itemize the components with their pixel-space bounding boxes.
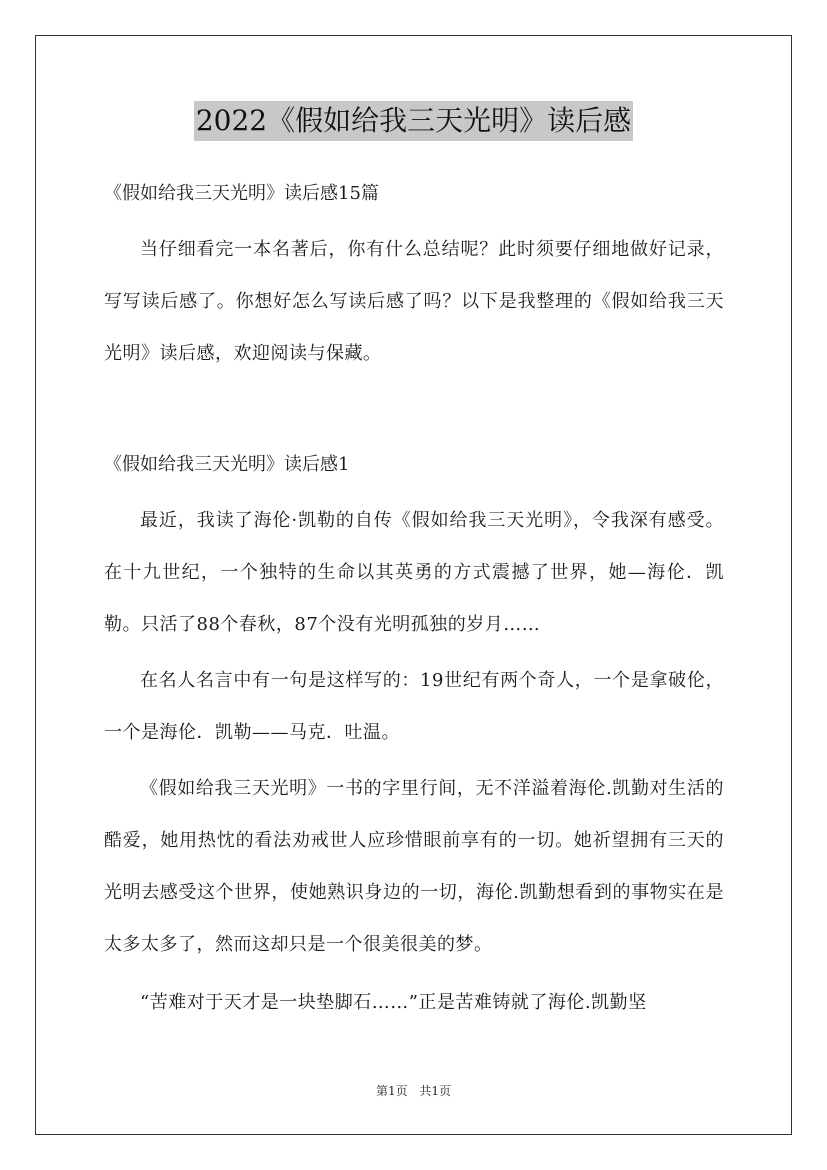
page-total: 共1页 xyxy=(419,1084,452,1098)
section-heading: 《假如给我三天光明》读后感1 xyxy=(104,454,350,475)
page-number: 第1页 xyxy=(375,1084,408,1098)
title-container xyxy=(0,101,827,141)
page-footer xyxy=(0,1083,827,1099)
body-paragraph-3: 《假如给我三天光明》一书的字里行间，无不洋溢着海伦.凯勤对生活的酷爱，她用热忱的看法劝戒世人应珍惜眼前享有的一切。她祈望拥有三天的光明去感受这个世界，使她熟识身边的一切，海伦.凯勤想看到的事物实在是太多太多了，然而这却只是一个很美很美的梦。 xyxy=(104,778,724,955)
document-title: 2022《假如给我三天光明》读后感 xyxy=(194,101,633,141)
body-paragraph-4: “苦难对于天才是一块垫脚石……”正是苦难铸就了海伦.凯勤坚 xyxy=(140,992,647,1013)
body-paragraph-1: 最近，我读了海伦·凯勒的自传《假如给我三天光明》，令我深有感受。在十九世纪，一个独特的生命以其英勇的方式震撼了世界，她—海伦．凯勒。只活了88个春秋，87个没有光明孤独的岁月…… xyxy=(104,510,724,635)
document-subtitle: 《假如给我三天光明》读后感15篇 xyxy=(104,183,379,204)
body-paragraph-2: 在名人名言中有一句是这样写的：19世纪有两个奇人，一个是拿破伦，一个是海伦．凯勒——马克．吐温。 xyxy=(104,670,724,743)
intro-paragraph: 当仔细看完一本名著后，你有什么总结呢？此时须要仔细地做好记录，写写读后感了。你想好怎么写读后感了吗？以下是我整理的《假如给我三天光明》读后感，欢迎阅读与保藏。 xyxy=(104,239,724,364)
